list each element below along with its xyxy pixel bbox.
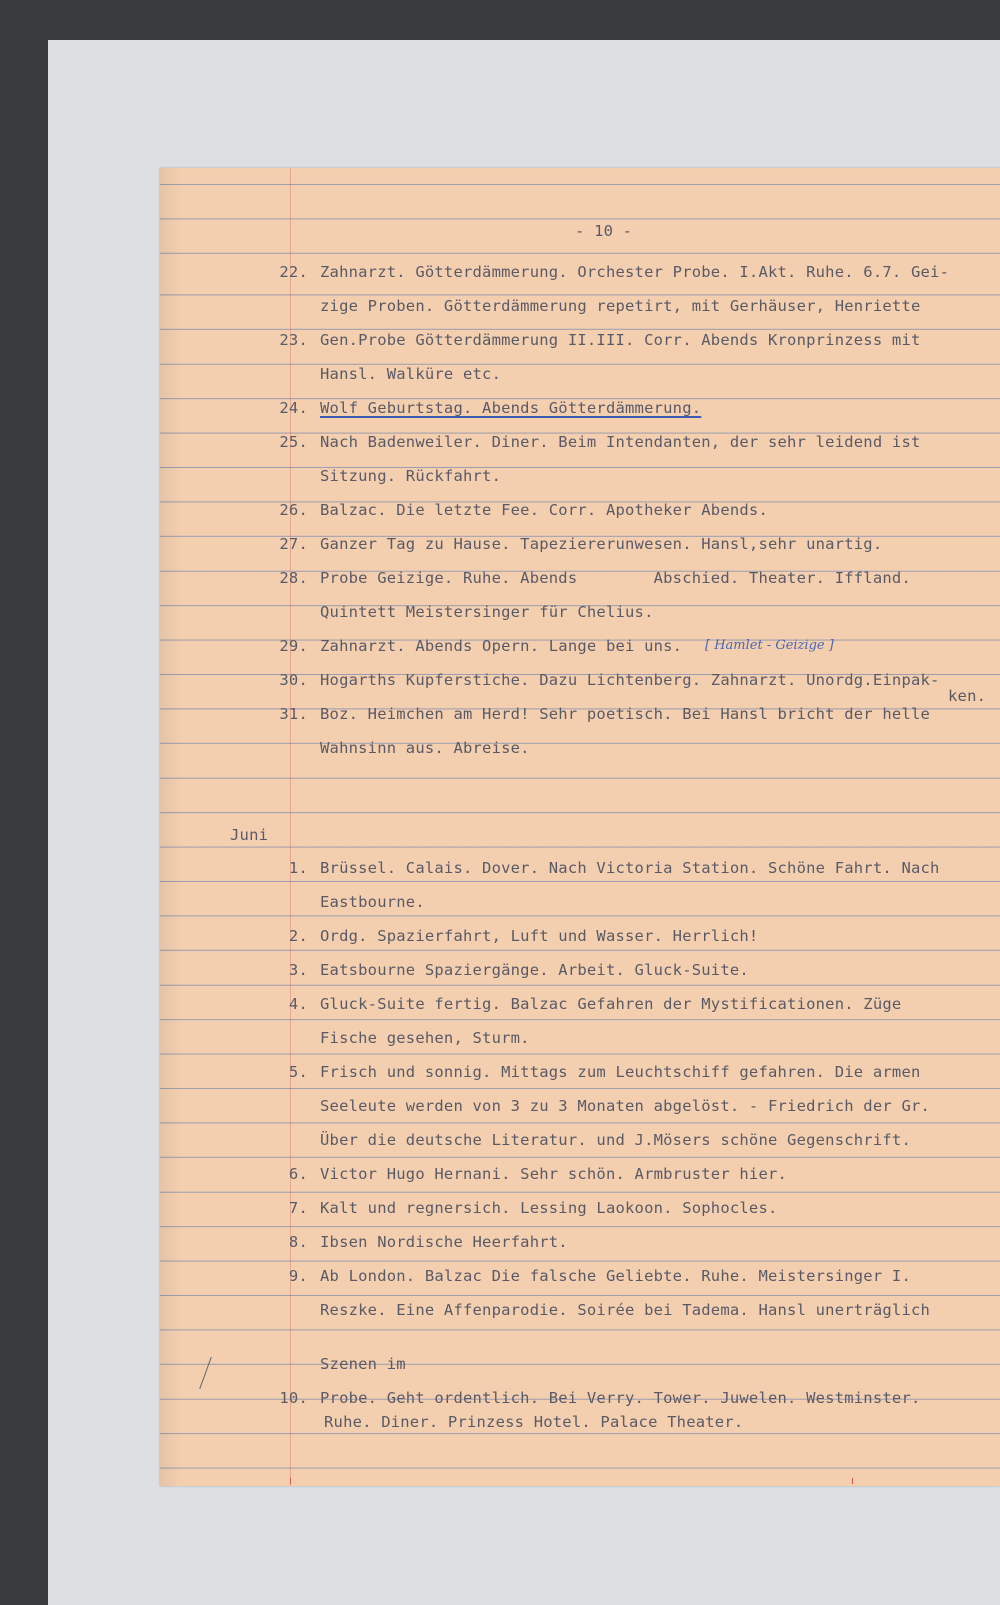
entry-number: 28. bbox=[279, 569, 308, 587]
entry-line-continuation: ken. bbox=[948, 687, 987, 705]
entry-number: 3. bbox=[288, 961, 308, 979]
entry-line: Victor Hugo Hernani. Sehr schön. Armbruster hier. bbox=[320, 1165, 788, 1183]
entry-number: 5. bbox=[288, 1063, 308, 1081]
entry-number: 26. bbox=[279, 501, 308, 519]
scan-border-left bbox=[0, 0, 48, 1605]
entry-line: Nach Badenweiler. Diner. Beim Intendanten, der sehr leidend ist bbox=[320, 433, 921, 451]
entry-line: Ganzer Tag zu Hause. Tapeziererunwesen. Hansl,sehr unartig. bbox=[320, 535, 883, 553]
entry-line: Hogarths Kupferstiche. Dazu Lichtenberg. Zahnarzt. Unordg.Einpak- bbox=[320, 671, 940, 689]
paper-shadow bbox=[160, 168, 180, 1486]
entry-line: Ruhe. Diner. Prinzess Hotel. Palace Theater. bbox=[324, 1413, 744, 1431]
entry-line: Gen.Probe Götterdämmerung II.III. Corr. Abends Kronprinzess mit bbox=[320, 331, 921, 349]
entry-number: 25. bbox=[279, 433, 308, 451]
entry-number: 8. bbox=[288, 1233, 308, 1251]
page-number: - 10 - bbox=[575, 222, 633, 240]
entry-line: Szenen im bbox=[320, 1355, 406, 1373]
entry-line: Quintett Meistersinger für Chelius. bbox=[320, 603, 654, 621]
entry-number: 31. bbox=[279, 705, 308, 723]
entry-number: 27. bbox=[279, 535, 308, 553]
entry-line: Seeleute werden von 3 zu 3 Monaten abgelöst. - Friedrich der Gr. bbox=[320, 1097, 931, 1115]
entry-number: 23. bbox=[279, 331, 308, 349]
entry-line: Wahnsinn aus. Abreise. bbox=[320, 739, 530, 757]
entry-line: Kalt und regnersich. Lessing Laokoon. Sophocles. bbox=[320, 1199, 778, 1217]
entry-number: 6. bbox=[288, 1165, 308, 1183]
entry-line: Über die deutsche Literatur. und J.Mösers schöne Gegenschrift. bbox=[320, 1131, 911, 1149]
margin-tick bbox=[290, 1478, 291, 1484]
entry-line: Ordg. Spazierfahrt, Luft und Wasser. Herrlich! bbox=[320, 927, 759, 945]
month-label: Juni bbox=[230, 826, 269, 844]
handwritten-note: [ Hamlet - Geizige ] bbox=[705, 638, 834, 653]
entry-number: 10. bbox=[279, 1389, 308, 1407]
entry-number: 1. bbox=[288, 859, 308, 877]
entry-number: 7. bbox=[288, 1199, 308, 1217]
margin-tick bbox=[852, 1478, 853, 1484]
entry-number: 22. bbox=[279, 263, 308, 281]
entry-number: 30. bbox=[279, 671, 308, 689]
entry-number: 4. bbox=[288, 995, 308, 1013]
entry-number: 24. bbox=[279, 399, 308, 417]
entry-line: Zahnarzt. Götterdämmerung. Orchester Probe. I.Akt. Ruhe. 6.7. Gei- bbox=[320, 263, 950, 281]
entry-line: Ab London. Balzac Die falsche Geliebte. Ruhe. Meistersinger I. bbox=[320, 1267, 911, 1285]
entry-line: Probe. Geht ordentlich. Bei Verry. Tower. Juwelen. Westminster. bbox=[320, 1389, 921, 1407]
entry-line: zige Proben. Götterdämmerung repetirt, mit Gerhäuser, Henriette bbox=[320, 297, 921, 315]
typed-page bbox=[160, 168, 1000, 1486]
entry-line: Balzac. Die letzte Fee. Corr. Apotheker Abends. bbox=[320, 501, 768, 519]
entry-line: Eastbourne. bbox=[320, 893, 425, 911]
entry-line: Gluck-Suite fertig. Balzac Gefahren der Mystificationen. Züge bbox=[320, 995, 902, 1013]
entry-line: Eatsbourne Spaziergänge. Arbeit. Gluck-Suite. bbox=[320, 961, 749, 979]
entry-line: Frisch und sonnig. Mittags zum Leuchtschiff gefahren. Die armen bbox=[320, 1063, 921, 1081]
entry-line: Wolf Geburtstag. Abends Götterdämmerung. bbox=[320, 399, 702, 417]
entry-line: Sitzung. Rückfahrt. bbox=[320, 467, 502, 485]
entry-line: Boz. Heimchen am Herd! Sehr poetisch. Bei Hansl bricht der helle bbox=[320, 705, 931, 723]
entry-number: 9. bbox=[288, 1267, 308, 1285]
entry-line: Hansl. Walküre etc. bbox=[320, 365, 502, 383]
entry-number: 29. bbox=[279, 637, 308, 655]
scan-border-top bbox=[0, 0, 1000, 40]
entry-line: Probe Geizige. Ruhe. Abends Abschied. Theater. Iffland. bbox=[320, 569, 911, 587]
entry-line: Zahnarzt. Abends Opern. Lange bei uns. bbox=[320, 637, 683, 655]
entry-line: Brüssel. Calais. Dover. Nach Victoria Station. Schöne Fahrt. Nach bbox=[320, 859, 940, 877]
entry-number: 2. bbox=[288, 927, 308, 945]
entry-line: Reszke. Eine Affenparodie. Soirée bei Tadema. Hansl unerträglich bbox=[320, 1301, 931, 1319]
entry-line: Fische gesehen, Sturm. bbox=[320, 1029, 530, 1047]
entry-line: Ibsen Nordische Heerfahrt. bbox=[320, 1233, 568, 1251]
margin-line bbox=[290, 168, 291, 1486]
